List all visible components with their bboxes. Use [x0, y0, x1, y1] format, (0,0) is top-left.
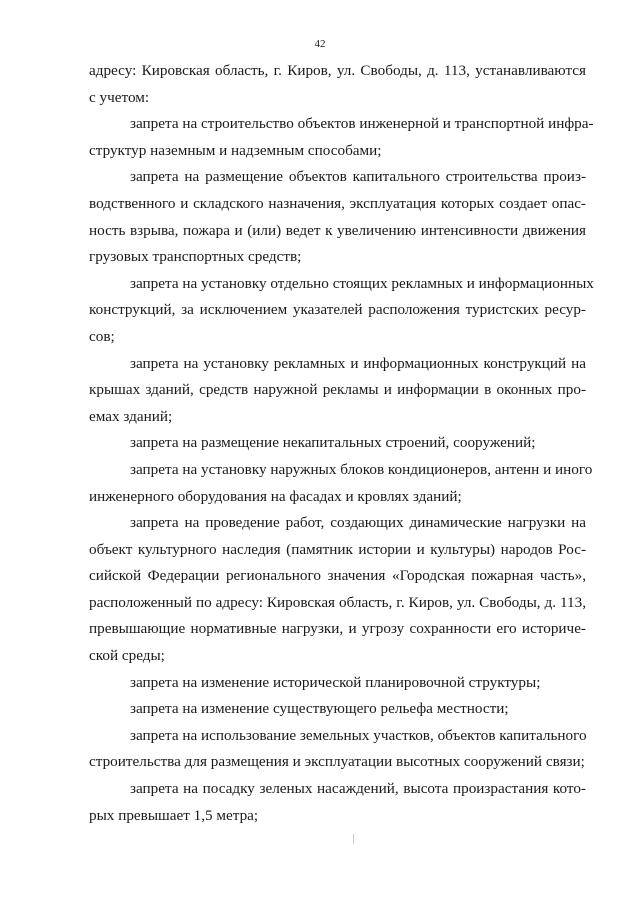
text-line: объект культурного наследия (памятник истории и культуры) народов Рос-	[89, 540, 586, 558]
text-line: конструкций, за исключением указателей расположения туристских ресур-	[89, 301, 586, 319]
text-line: запрета на посадку зеленых насаждений, высота произрастания кото-	[130, 780, 586, 798]
text-line: запрета на использование земельных участков, объектов капитального	[130, 726, 587, 744]
text-line: ской среды;	[89, 647, 165, 665]
scan-artifact-mark	[353, 834, 354, 844]
text-line: сийской Федерации регионального значения «Городская пожарная часть»,	[89, 567, 586, 585]
text-line: сов;	[89, 327, 115, 345]
text-line: грузовых транспортных средств;	[89, 248, 302, 266]
text-line: запрета на установку рекламных и информационных конструкций на	[130, 354, 586, 372]
text-line: с учетом:	[89, 88, 150, 106]
page-number: 42	[314, 38, 326, 50]
text-line: превышающие нормативные нагрузки, и угрозу сохранности его историче-	[89, 620, 586, 638]
text-line: крышах зданий, средств наружной рекламы и информации в оконных про-	[89, 381, 586, 399]
text-line: инженерного оборудования на фасадах и кровлях зданий;	[89, 487, 462, 505]
text-line: адресу: Кировская область, г. Киров, ул. Свободы, д. 113, устанавливаются	[89, 62, 586, 79]
text-line: запрета на строительство объектов инженерной и транспортной инфра-	[130, 115, 594, 133]
text-line: запрета на изменение исторической планировочной структуры;	[130, 673, 541, 691]
text-line: запрета на проведение работ, создающих динамические нагрузки на	[130, 514, 586, 532]
text-line: структур наземным и надземным способами;	[89, 141, 382, 159]
document-body	[89, 58, 594, 829]
text-line: ность взрыва, пожара и (или) ведет к увеличению интенсивности движения	[89, 221, 586, 239]
text-line: запрета на размещение объектов капитального строительства произ-	[130, 168, 586, 186]
text-line: запрета на размещение некапитальных строений, сооружений;	[130, 434, 536, 452]
text-line: запрета на изменение существующего рельефа местности;	[130, 700, 509, 718]
text-line: запрета на установку отдельно стоящих рекламных и информационных	[130, 274, 594, 292]
text-line: емах зданий;	[89, 407, 173, 425]
text-line: расположенный по адресу: Кировская область, г. Киров, ул. Свободы, д. 113,	[89, 593, 586, 611]
text-line: запрета на установку наружных блоков кондиционеров, антенн и иного	[130, 460, 593, 478]
text-line: водственного и складского назначения, эксплуатация которых создает опас-	[89, 194, 586, 212]
text-line: строительства для размещения и эксплуатации высотных сооружений связи;	[89, 753, 585, 771]
text-line: рых превышает 1,5 метра;	[89, 806, 259, 824]
